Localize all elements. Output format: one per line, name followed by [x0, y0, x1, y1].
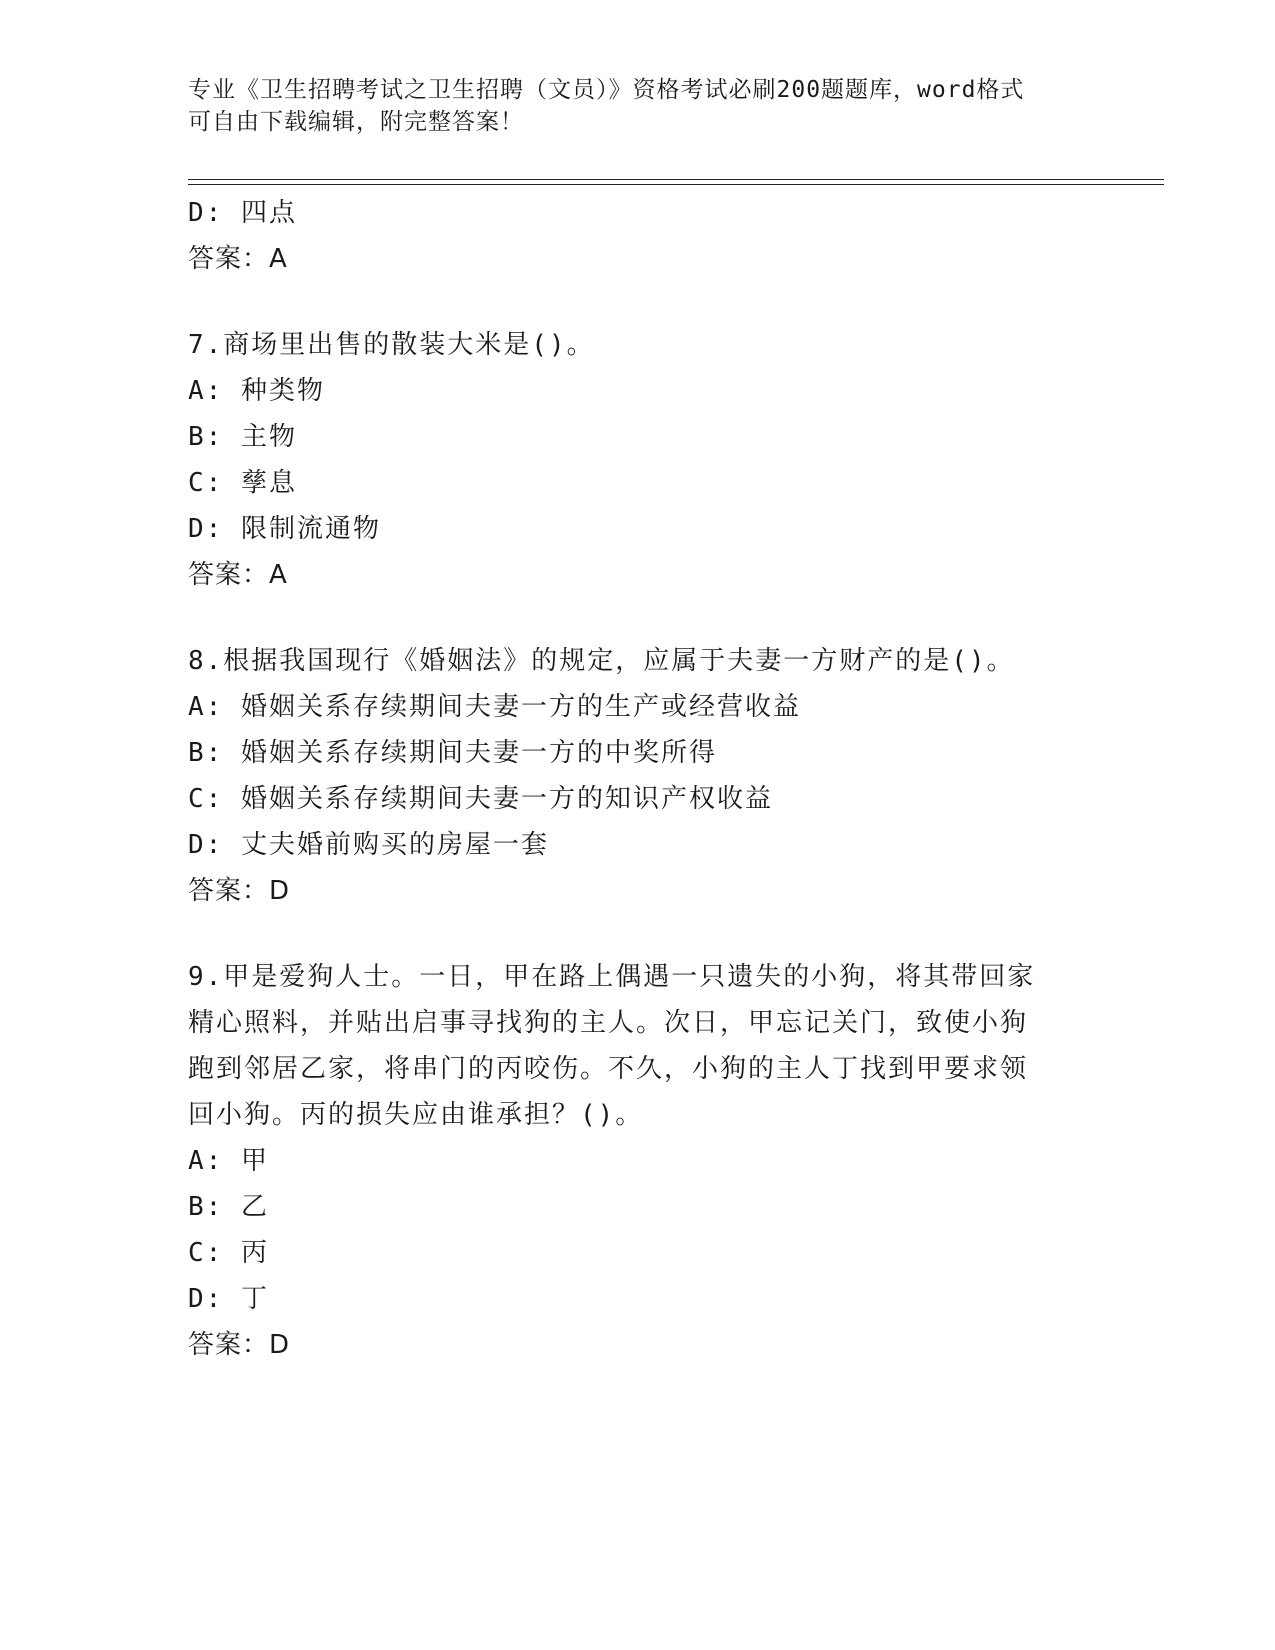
- option-b: B: 婚姻关系存续期间夫妻一方的中奖所得: [188, 738, 717, 768]
- question-7: [188, 322, 1088, 598]
- question-9: [188, 954, 1088, 1368]
- answer: 答案：D: [188, 1330, 291, 1360]
- question-stem: 8.根据我国现行《婚姻法》的规定，应属于夫妻一方财产的是()。: [188, 646, 1015, 676]
- question-stem-line-3: 跑到邻居乙家，将串门的丙咬伤。不久，小狗的主人丁找到甲要求领: [188, 1054, 1029, 1084]
- option-c: C: 丙: [188, 1238, 269, 1268]
- header-divider-top: [188, 179, 1164, 180]
- option-b: B: 主物: [188, 422, 297, 452]
- option-d: D: 限制流通物: [188, 514, 381, 544]
- answer: 答案：D: [188, 876, 291, 906]
- option-c: C: 婚姻关系存续期间夫妻一方的知识产权收益: [188, 784, 773, 814]
- question-stem-line-2: 精心照料，并贴出启事寻找狗的主人。次日，甲忘记关门，致使小狗: [188, 1008, 1029, 1038]
- question-8: [188, 638, 1088, 914]
- option-d: D: 丈夫婚前购买的房屋一套: [188, 830, 549, 860]
- header-divider-bottom: [188, 184, 1164, 185]
- header-line-2: 可自由下载编辑，附完整答案！: [188, 109, 524, 135]
- option-a: A: 甲: [188, 1146, 269, 1176]
- header-line-1: 专业《卫生招聘考试之卫生招聘（文员）》资格考试必刷200题题库，word格式: [188, 77, 1025, 103]
- option-b: B: 乙: [188, 1192, 269, 1222]
- question-stem-line-4: 回小狗。丙的损失应由谁承担？()。: [188, 1100, 644, 1130]
- question-stem: 7.商场里出售的散装大米是()。: [188, 330, 595, 360]
- answer: 答案：A: [188, 244, 288, 274]
- document-header: [188, 74, 1088, 138]
- option-c: C: 孳息: [188, 468, 297, 498]
- question-stem-line-1: 9.甲是爱狗人士。一日，甲在路上偶遇一只遗失的小狗，将其带回家: [188, 962, 1036, 992]
- option-a: A: 种类物: [188, 376, 325, 406]
- option-d: D: 丁: [188, 1284, 269, 1314]
- document-body: [188, 190, 1088, 1368]
- answer: 答案：A: [188, 560, 288, 590]
- question-6-tail: [188, 190, 1088, 282]
- option-a: A: 婚姻关系存续期间夫妻一方的生产或经营收益: [188, 692, 801, 722]
- option-d: D: 四点: [188, 198, 297, 228]
